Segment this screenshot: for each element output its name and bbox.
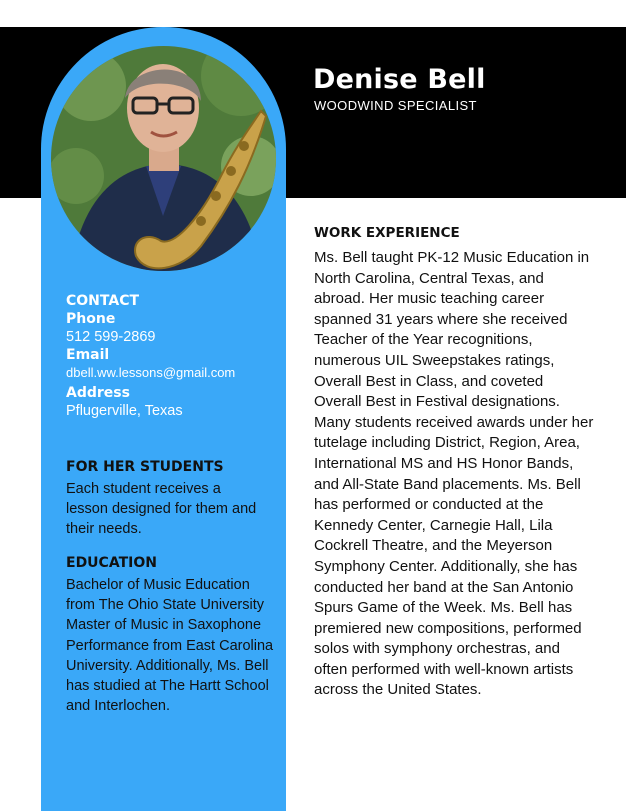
education-section xyxy=(66,554,276,716)
email-label: Email xyxy=(66,347,110,363)
phone-value[interactable]: 512 599-2869 xyxy=(66,329,156,345)
address-label: Address xyxy=(66,385,130,401)
email-value[interactable]: dbell.ww.lessons@gmail.com xyxy=(66,365,236,380)
portrait-photo xyxy=(51,46,276,271)
person-title: WOODWIND SPECIALIST xyxy=(314,98,477,113)
students-heading: FOR HER STUDENTS xyxy=(66,459,224,475)
contact-heading: CONTACT xyxy=(66,293,140,309)
work-text: Ms. Bell taught PK-12 Music Education in North Carolina, Central Texas, and abroad. Her music teaching career spanned 31 years where she received Teacher of the Year recognitions, numerous UIL Sweepstakes ratings, Overall Best in Class, and coveted Overall Best in Festival designations. Many students received awards under her tutelage including District, Region, Area, International MS and HS Honor Bands, and All-State Band placements. Ms. Bell has performed or conducted at the Kennedy Center, Carnegie Hall, Lila Cockrell Theatre, and the Meyerson Symphony Center. Additionally, she has conducted her band at the San Antonio Spurs Game of the Week. Ms. Bell has premiered new compositions, performed solos with symphony orchestras, and often performed with well-known artists across the United States. xyxy=(314,249,594,699)
address-value: Pflugerville, Texas xyxy=(66,403,183,419)
person-name: Denise Bell xyxy=(313,64,486,95)
education-text: Bachelor of Music Education from The Ohio State University Master of Music in Saxophone Performance from East Carolina University. Additionally, Ms. Bell has studied at The Hartt School and Interlochen. xyxy=(66,577,274,715)
students-section xyxy=(66,458,266,540)
students-text: Each student receives a lesson designed for them and their needs. xyxy=(66,481,257,538)
education-heading: EDUCATION xyxy=(66,555,157,571)
phone-label: Phone xyxy=(66,311,116,327)
contact-section xyxy=(66,292,276,420)
work-heading: WORK EXPERIENCE xyxy=(314,225,460,241)
